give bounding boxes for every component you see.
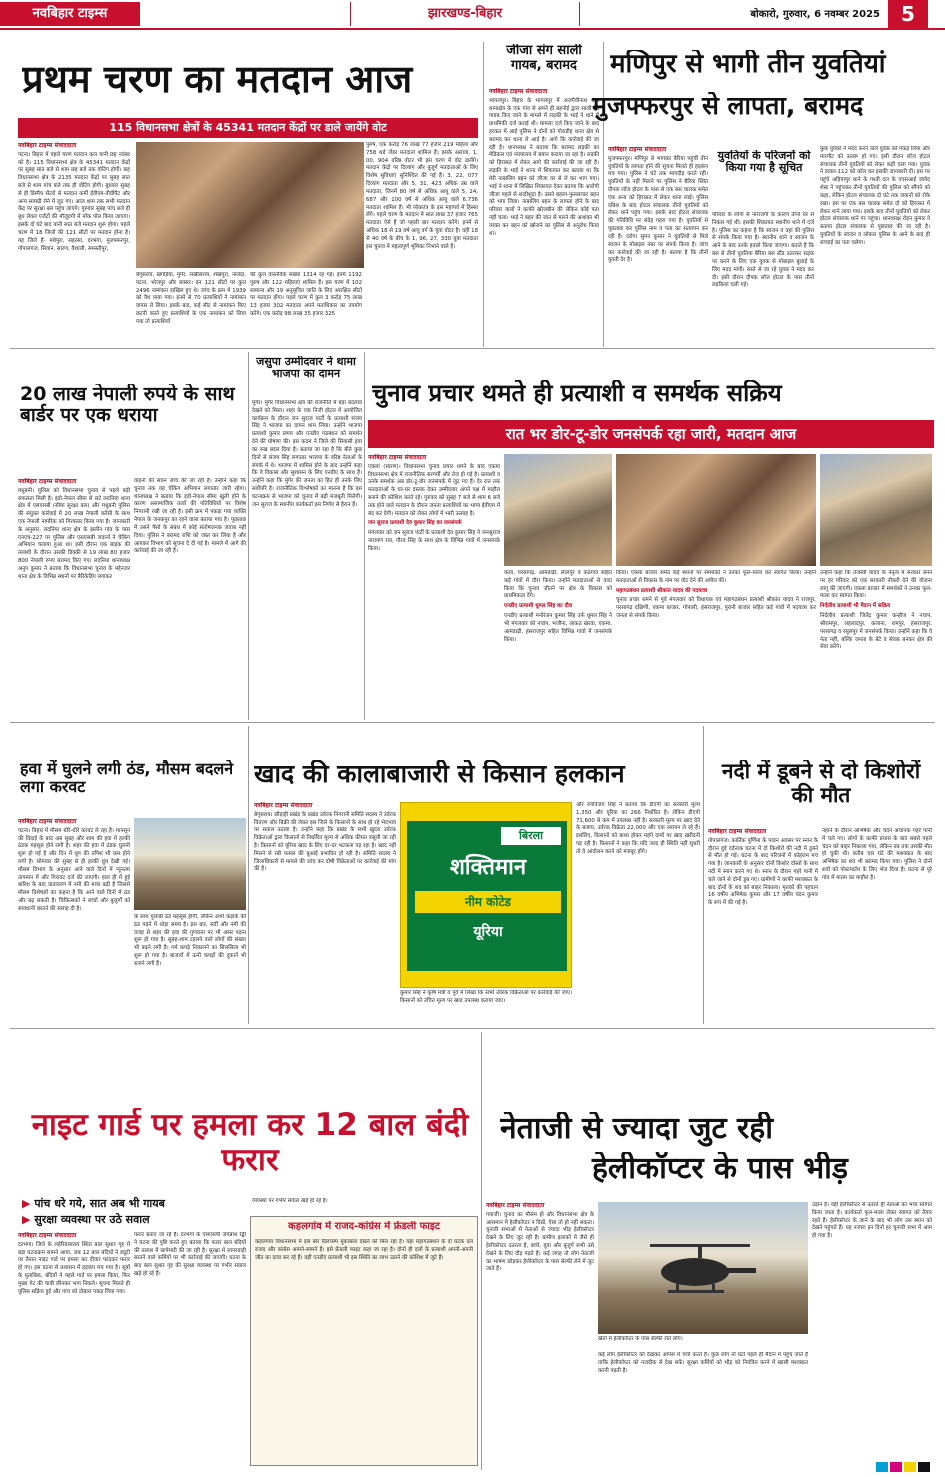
mark-magenta — [890, 1462, 902, 1472]
prachar-subhead: रात भर डोर-टू-डोर जनसंपर्क रहा जारी, मतदान आज — [368, 420, 934, 448]
lead-col3 — [250, 272, 362, 344]
nightguard-byline: नवबिहार टाइम्स संवाददाता — [18, 1232, 77, 1239]
divider — [10, 722, 935, 723]
nadi-byline: नवबिहार टाइम्स संवाददाता — [708, 828, 767, 835]
bullet-icon: ▶ — [22, 1197, 31, 1210]
mark-black — [918, 1462, 930, 1472]
bag-brand: बिरला — [501, 827, 561, 845]
lead-subhead: 115 विधानसभा क्षेत्रों के 45341 मतदान केंद्रों पर डाले जायेंगे वोट — [18, 118, 478, 138]
divider — [483, 42, 484, 347]
thand-col2 — [134, 914, 246, 1018]
divider — [10, 1028, 935, 1029]
kahalgaon-title: कहलगांव में राजद-कांग्रेस में फ्रेंडली फाइट — [288, 1221, 440, 1232]
netaji-headline-2: हेलीकॉप्टर के पास भीड़ — [591, 1152, 848, 1186]
prachar-col3 — [616, 570, 816, 716]
nadi-col1 — [708, 828, 818, 1018]
nightguard-col2 — [134, 1232, 246, 1466]
bullet-1-text: पांच धरे गये, सात अब भी गायब — [34, 1197, 165, 1210]
thand-photo — [134, 818, 246, 910]
netaji-headline-1: नेताजी से ज्यादा जुट रही — [500, 1112, 773, 1146]
bag-urea: यूरिया — [473, 924, 503, 940]
nadi-col2-text: नहाने के दौरान अभिषेक और चंदन अचानक गहरे पानी में चले गए। लोगों के काफी प्रयास के बाद सबसे पहले चंदन को बाहर निकाला गया, लेकिन तब तक उसकी मौत हो चुकी थी। करीब चार घंटे की मशक्कत के बाद अभिषेक का शव भी बरामद किया गया। पुलिस ने दोनों शवों को पोस्टमार्टम के लिए भेज दिया है। घटना से पूरे गांव में मातम का माहौल है। — [822, 828, 932, 881]
lead-col2-text: बेगूसराय, खगड़िया, मुंगेर, लखीसराय, शेखपुरा, नालंदा, पटना, भोजपुर और बक्सर। इन 121 सीटों पर कुल 2496 नामांकन दाखिल हुए थे। जांच के क्रम में 1939 को वैध पाया गया। इनमें से 70 प्रत्याशियों ने नामांकन वापस ले लिया। इसके बाद, कई सीट से नामांकन किए छटनी करते हुए प्रत्याशियों के एक नामांकन को लिया गया तो प्रत्याशियों — [136, 272, 246, 325]
nadi-col2 — [822, 828, 932, 1018]
nightguard-col3-text: व्यवस्था पर गंभीर सवाल खड़े हो रहे हैं। — [252, 1198, 328, 1204]
khad-headline: खाद की कालाबाजारी से किसान हलकान — [254, 760, 625, 788]
netaji-col1 — [486, 1202, 594, 1466]
divider — [248, 726, 249, 1024]
mark-cyan — [876, 1462, 888, 1472]
prachar-nirdaliya-sub: निर्दलीय प्रत्याशी भी मैदान में सक्रिय — [820, 603, 891, 610]
lead-col1 — [18, 142, 130, 342]
netaji-col3-text: उड़ान है। वहीं हेलीकॉप्टर से उतरते ही नेताओं का भव्य स्वागत किया जाता है। कार्यकर्ता फूल-माला लेकर स्वागत को तैयार रहते हैं। हेलीकॉप्टर के जाने के बाद भी लोग उस स्थान को देखने पहुंचते हैं। यह नजारा इन दिनों हर चुनावी सभा में आम हो गया है। — [812, 1202, 932, 1240]
prachar-byline: नवबिहार टाइम्स संवाददाता — [368, 454, 427, 461]
manipur-col1-text: मुजफ्फरपुर। मणिपुर से भागकर बैरिया पहुंचीं तीन युवतियों के लापता होने की सूचना मिलते ही हड़कंप मच गया। पुलिस ने घंटे तक भागदौड़ करते रही। युवतियों के नहीं मिलने पर पुलिस ने बैरिया स्थित दीपक लॉज होटल के पास से एक बस चालक समेत एक अन्य को हिरासत में लेकर थाना लाई। पुलिस दबिश के बाद होटल संचालक तीनों युवतियों को लेकर थाने पहुंच गया। इसके बाद होटल संचालक की गतिविधि पर संदेह गहरा गया है। युवतियों से पूछताछ कर पुलिस नाम व पता का सत्यापन कर रही है। दरोगा सुमन कुमार ने युवतियों से मिले स्वजन के मोबाइल नंबर पर संपर्क किया है। जांच कर कार्रवाई की जा रही है। बताया है कि तीनों युवती देर है। — [608, 155, 708, 264]
manipur-byline: नवबिहार टाइम्स संवाददाता — [608, 146, 667, 153]
prachar-col1-text: एकमा (सारण)। विधानसभा चुनाव प्रचार थमने के बाद एकमा विधानसभा क्षेत्र में राजनीतिक सरगर्मी और तेज हो गई है। प्रत्याशी व उनके समर्थक अब डोर-टू-डोर जनसंपर्क में जुट गए हैं। देर रात तक मतदाताओं के घर-घर दस्तक देकर उम्मीदवार अपने पक्ष में माहौल बनाने की कोशिश करते रहे। गुरुवार को सुबह 7 बजे से शाम 6 बजे तक होने वाले मतदान के दौरान जनता प्रत्याशियों का भाग्य ईवीएम में बंद कर देगी। मतदान को लेकर लोगों में भारी उत्साह है। — [368, 463, 500, 517]
page-number: 5 — [888, 0, 928, 28]
netaji-col2 — [598, 1352, 808, 1466]
manipur-headline-2: मुजफ्फरपुर से लापता, बरामद — [592, 92, 864, 120]
nightguard-col1 — [18, 1232, 130, 1466]
manipur-headline-1: मणिपुर से भागी तीन युवतियां — [610, 50, 886, 79]
bag-type: नीम कोटेड — [415, 891, 561, 913]
khad-col2-text: और रणविजय सिंह ने बताया कि डीएपी का सरकारी मूल्य 1,350 और यूरिया का 266 निर्धारित है। लेकिन डीएपी 71,600 से कम में उपलब्ध नहीं है। सरकारी मूल्य पर खाद देने के बजाय, उर्वरक विक्रेता 22,000 और एक रसायन ले रहे हैं। इसलिए, किसानों को बाध्य होकर महंगे दामों पर खाद खरीदनी पड़ रही है। किसानों ने कहा कि यदि जल्द ही स्थिति नहीं सुधरी तो वे आंदोलन करने को मजबूर होंगे। — [576, 802, 700, 855]
nepali-byline: नवबिहार टाइम्स संवाददाता — [18, 478, 77, 485]
bullet-2-text: सुरक्षा व्यवस्था पर उठे सवाल — [34, 1213, 150, 1226]
kahalgaon-body-text: कहलगांव विधानसभा में इस बार दिलचस्प मुकाबला देखने को मिल रहा है। यहां महागठबंधन के दो घटक दल राजद और कांग्रेस आमने-सामने हैं। इसे फ्रेंडली फाइट कहा जा रहा है। दोनों ही दलों के प्रत्याशी अपनी-अपनी जीत का दावा कर रहे हैं। वहीं एनडीए प्रत्याशी भी इस स्थिति का लाभ उठाने की कोशिश में जुटे हैं। — [255, 1239, 473, 1261]
nepali-col1 — [18, 478, 130, 716]
netaji-caption: खेतों में हेलीकॉप्टर के पास सेल्फी लेते लोग। — [598, 1336, 683, 1342]
prachar-col1 — [368, 454, 500, 716]
mark-yellow — [904, 1462, 916, 1472]
nightguard-headline: नाइट गार्ड पर हमला कर 12 बाल बंदी फरार — [31, 1108, 469, 1178]
nightguard-col1-text: दरभंगा। जिले के लहेरियासराय स्थित बाल सुधार गृह में बड़ा घटनाक्रम सामने आया, जब 12 बाल बंदियों ने ड्यूटी पर तैनात नाइट गार्ड पर हमला कर दीवार फांदकर फरार हो गए। इस घटना से प्रशासन में हड़कंप मच गया है। सूत्रों के मुताबिक, बंदियों ने पहले गार्ड पर हमला किया, फिर मुख्य गेट की चाबी छीनकर भाग निकले। सूचना मिलते ही पुलिस सक्रिय हुई और पांच को दोबारा पकड़ लिया गया। — [18, 1241, 130, 1295]
thand-byline: नवबिहार टाइम्स संवाददाता — [18, 818, 77, 825]
prachar-col4-text: उन्होंने कहा कि तेजस्वी यादव के नेतृत्व में सरकार बनने पर हर परिवार को एक सरकारी नौकरी देने की योजना लागू की जाएगी। एकमा बाजार में समर्थकों ने उनका फूल-माला कर स्वागत किया। — [820, 570, 932, 600]
prachar-col1b-text: मंगलवार को जन सुराज पार्टी के प्रत्याशी देव कुमार सिंह ने जनसुराज नारायण राय, गौरव सिंह के साथ क्षेत्र के विभिन्न गांवों में जनसंपर्क किया। — [368, 530, 500, 552]
bag-name: शक्तिमान — [449, 855, 527, 880]
nadi-headline: नदी में डूबने से दो किशोरों की मौत — [721, 760, 921, 807]
nightguard-bullet-1 — [22, 1196, 242, 1212]
netaji-col3 — [812, 1202, 932, 1466]
jasupa-body — [252, 400, 362, 718]
manipur-col1 — [608, 146, 708, 344]
jija-body-text: भागलपुर। बिहार के भागलपुर में अजगैवीनाथ धाम थानाक्षेत्र के एक गांव से अपने ही बहनोई द्वारा साली को गायब किए जाने के मामले में लड़की के भाई ने थाने में प्राथमिकी दर्ज कराई थी। मामला दर्ज किए जाने के बाद हरकत में आई पुलिस ने दोनों को गोराडीह थाना क्षेत्र से बरामद कर थाना ले आई है। आगे कि कार्रवाई की जा रही है। थानाध्यक्ष ने बताया कि बरामद लड़की का मेडिकल एवं न्यायालय में बयान कराया जा रहा है। लड़की को हिरासत में लेकर आगे की कार्रवाई की जा रही है। लड़की के भाई ने थाना में शिकायत कर बताया था कि मेरी नाबालिग बहन को जीजा घर से ले कर भाग गया। भाई ने थाना में लिखित शिकायत देकर बताया कि आरोपी जीजा पहले से शादीशुदा है। उसने बहला-फुसलाकर बहन को भगा लिया। नाबालिग बहन के लापता होने के बाद परिवार वालों ने काफी खोजबीन की लेकिन कोई पता नहीं चला। भाई ने बहन की जान से मारने की आशंका भी व्यक्त कर बहन को खोजने का पुलिस से अनुरोध किया था। — [489, 97, 599, 237]
khad-byline: नवबिहार टाइम्स संवाददाता — [254, 802, 313, 809]
nightguard-col2-text: फरार बताए जा रहे हैं। दरभंगा के एसएसपी जगन्नाथ रेड्डी ने घटना की पुष्टि करते हुए बताया कि फरार बाल बंदियों की तलाश में छापेमारी की जा रही है। सुरक्षा में लापरवाही बरतने वाले कर्मियों पर भी कार्रवाई की जाएगी। घटना के बाद बाल सुधार गृह की सुरक्षा व्यवस्था पर गंभीर सवाल खड़े हो रहे हैं। — [134, 1232, 246, 1278]
lead-col4-text: पुरुष, एक करोड़ 76 लाख 77 हजार 219 महिला और 758 थर्ड जेंडर मतदाता शामिल हैं। इसके अलावा, 1, 00, 904 वरिष्ठ वोटर भी इस चरण में वोट डालेंगे। मतदान केंद्रों पर दिव्यांग और बुजुर्ग मतदाताओं के लिए विशेष सुविधाएं सुनिश्चित की गई हैं। 3, 22, 077 दिव्यांग मतदाता और 5, 31, 423 अधिक उम्र वाले मतदाता, जिनमें 80 वर्ष से अधिक आयु वाले 5, 24, 687 और 100 वर्ष से अधिक आयु वाले 6,736 मतदाता शामिल हैं। भी लोकतंत्र के इस महापर्व में हिस्सा लेंगे। पहले चरण के मतदान में सात लाख 37 हजार 765 मतदाता ऐसे हैं जो पहली बार मतदान करेंगे। इनमें से अधिक 18 से 19 वर्ष आयु वर्ग के युवा वोटर हैं। वहीं 18 से 40 वर्ष के बीच के 1, 96, 27, 330 युवा मतदाता इस चुनाव में महत्वपूर्ण भूमिका निभाने वाले हैं। — [366, 142, 478, 250]
lead-col1-text: पटना। बिहार में पहले चरण मतदान कल यानी छह नवंबर को है। 115 विधानसभा क्षेत्र के 45341 मतदान केंद्रों पर सुबह सात बजे से शाम छह बजे तक वोटिंग होगी। छह विधानसभा क्षेत्र के 2135 मतदान केंद्रों पर सुबह सात बजे से शाम पांच बजे तक ही वोटिंग होगी। बुधवार सुबह से ही डिस्पैच सेंटरों से मतदान कर्मी ईवीएम-वीवीपैट और अन्य सामग्री लेने में जुट गए। आज शाम तक सभी मतदान केंद्र पर सुरक्षा बल पहुंच जाएंगे। गुरुवार सुबह पांच बजे ही बूथ लेवल एजेंटों की मौजूदगी में मॉक पोल किया जाएगा। इसके दो घंटे बाद यानी सात बजे मतदान शुरू होगा। पहले चरण में 18 जिलों की 121 सीटों पर मतदान होना है। यह जिले हैं- मधेपुरा, सहरसा, दरभंगा, मुजफ्फरपुर, गोपालगंज, सिवान, सारण, वैशाली, समस्तीपुर, — [18, 151, 130, 252]
prachar-col3b-text: चुनाव प्रचार थमने से पूर्व मंगलवार को विधायक एवं महागठबंधन प्रत्याशी श्रीकांत यादव ने राजपुर, परसागढ़ दक्षिणी, एकमा बाजार, गोपाली, हंसराजपुर, पुरानी बाजार सहित कई गांवों में पदयात्रा कर जनता से संपर्क किया। — [616, 597, 816, 620]
masthead-bar — [0, 0, 945, 30]
lead-photo — [136, 142, 364, 268]
prachar-photo-2 — [616, 454, 816, 566]
nadi-col1-text: गोपालगंज। कार्तिक पूर्णिमा के पावन अवसर पर स्नान के दौरान हुई दर्दनाक घटना में दो किशोरों की नदी में डूबने से मौत हो गई। घटना के बाद परिजनों में कोहराम मच गया है। जानकारी के अनुसार दोनों किशोर दोस्तों के साथ नदी में स्नान करने गए थे। स्नान के दौरान गहरे पानी में चले जाने से दोनों डूब गए। ग्रामीणों ने काफी मशक्कत के बाद दोनों के शव को बाहर निकाला। मृतकों की पहचान 16 वर्षीय अभिषेक कुमार और 17 वर्षीय चंदन कुमार के रूप में की गई है। — [708, 837, 818, 907]
prachar-photo-1 — [504, 454, 612, 566]
khad-caption — [400, 990, 572, 1020]
nightguard-col3-top — [252, 1198, 478, 1212]
prachar-kumar-sub: जन सुराज प्रत्याशी देव कुमार सिंह का जनसंपर्क — [368, 520, 462, 527]
prachar-col3-text: किया। एकमा बाजार समेत कई स्थानों पर समर्थकों ने उनका फूल-माला कर स्वागत किया। उन्होंने मतदाताओं से विकास के नाम पर वोट देने की अपील की। — [616, 570, 816, 584]
kahalgaon-body — [255, 1239, 473, 1461]
divider — [703, 726, 704, 1024]
jija-headline: जीजा संग साली गायब, बरामद — [506, 44, 582, 73]
manipur-col2 — [712, 212, 814, 344]
nepali-col2-text: वाहनों की सघन जांच की जा रही है। उन्होंने कहा कि चुनाव तक यह चेकिंग अभियान लगातार जारी रहेगा। थानाध्यक्ष ने बताया कि इंडो-नेपाल सीमा खुली होने के कारण असामाजिक तत्वों की गतिविधियों पर विशेष निगरानी रखी जा रही है। इसी क्रम में पकड़ा गया व्यक्ति नेपाल के जनकपुर का रहने वाला बताया गया है। पूछताछ में उसने पैसों के संबंध में कोई संतोषजनक जवाब नहीं दिया। पुलिस ने बरामद राशि को जब्त कर लिया है और आयकर विभाग को सूचना दे दी गई है। मामले में आगे की कार्रवाई की जा रही है। — [134, 478, 246, 555]
manipur-subhead: युवतियों के परिजनों को किया गया है सूचित — [717, 150, 811, 175]
prachar-col2b-text: एनडीए प्रत्याशी मनोरंजन कुमार सिंह उर्फ धूमल सिंह ने भी मंगलवार को नचाप, भजौना, लाकठ खरवा, एकमा, आमडाढ़ी, हंसराजपुर सहित विभिन्न गांवों में जनसंपर्क किया। — [504, 613, 612, 643]
divider — [248, 352, 249, 720]
jasupa-body-text: मुंगेर। मुंगेर विधानसभा क्षेत्र की राजनीति में बड़ा बदलाव देखने को मिला। शहर के एक निजी होटल में आयोजित कार्यक्रम के दौरान जन सुराज पार्टी के प्रत्याशी संजय सिंह ने भाजपा का दामन थाम लिया। उन्होंने भाजपा प्रत्याशी कुमार प्रणय और एनडीए गठबंधन को समर्थन देने की घोषणा की। इस कदम ने जिले की सियासी हवा का रुख बदल दिया है। बताया जा रहा है कि बीते कुछ दिनों से संजय सिंह लगातार भाजपा के वरिष्ठ नेताओं के संपर्क में थे। भाजपा में शामिल होने के बाद उन्होंने कहा कि वे विकास और सुशासन के लिए एनडीए के साथ हैं। उन्होंने कहा कि मुंगेर की जनता का हित ही उनके लिए सर्वोपरि है। राजनीतिक विश्लेषकों का मानना है कि इस घटनाक्रम से भाजपा को चुनाव में बड़ी मजबूती मिलेगी। जन सुराज के स्थानीय कार्यकर्ता इस निर्णय से हैरान हैं। — [252, 400, 362, 508]
section-name: झारखण्ड-बिहार — [350, 2, 580, 26]
netaji-byline: नवबिहार टाइम्स संवाददाता — [486, 1202, 545, 1209]
helicopter-icon — [640, 1240, 760, 1300]
fertilizer-bag-image — [400, 802, 572, 988]
prachar-photo-3 — [820, 454, 932, 566]
nepali-col2 — [134, 478, 246, 716]
prachar-headline: चुनाव प्रचार थमते ही प्रत्याशी व समर्थक सक्रिय — [372, 380, 782, 407]
kahalgaon-box — [250, 1216, 478, 1466]
thand-col1-text: पटना। बिहार में मौसम धीरे-धीरे करवट ले रहा है। मानसून की विदाई के बाद अब सुबह और शाम की हवा में हल्की ठंडक महसूस होने लगी है। शहर की हवा में ठंडक घुलनी शुरू हो गई है और दिन में धूप की तपिश भी कम होने लगी है। सोमवार की सुबह से ही हल्की धुंध देखी गई। मौसम विभाग के अनुसार आने वाले दिनों में न्यूनतम तापमान में और गिरावट दर्ज की जाएगी। हाल ही में हुई बारिश के बाद वातावरण में नमी की मात्रा बढ़ी है जिससे मौसम विशेषज्ञों का कहना है कि आने वाले दिनों में ठंड और बढ़ सकती है। चिकित्सकों ने बच्चों और बुजुर्गों को सावधानी बरतने की सलाह दी है। — [18, 827, 130, 912]
lead-col4 — [366, 142, 478, 344]
khad-caption-text: कुमार सिंह ने कृषि मंत्री व पूर्व में लिखा कि सभी उर्वरक विक्रेताओं पर कार्रवाई की जाए। किसानों को उचित मूल्य पर खाद उपलब्ध कराया जाए। — [400, 990, 572, 1004]
prachar-dhumal-sub: एनडीए प्रत्याशी धूमल सिंह का दौरा — [504, 603, 573, 610]
thand-col1 — [18, 818, 130, 1018]
divider — [10, 348, 935, 349]
lead-headline: प्रथम चरण का मतदान आज — [22, 58, 413, 101]
netaji-col2-text: कई लोग हेलीकॉप्टर को देखकर आपस में चर्चा करते हैं। कुछ लोग तो घंटों पहले ही मैदान में पहुंच जाते हैं ताकि हेलीकॉप्टर को नजदीक से देख सकें। सुरक्षा कर्मियों को भीड़ को नियंत्रित करने में खासी मशक्कत करनी पड़ती है। — [598, 1352, 808, 1374]
prachar-col2-text: कला, परसागढ़, आमडाढ़ी, लालपुर व कठगाव सहित कई गांवों में दौरा किया। उन्होंने मतदाताओं से वादा किया कि चुनाव जीतने पर क्षेत्र के विकास को प्राथमिकता देंगे। — [504, 570, 612, 600]
paper-name: नवबिहार टाइम्स — [0, 2, 140, 26]
lead-col2 — [136, 272, 246, 344]
place-date: बोकारो, गुरुवार, 6 नवम्बर 2025 — [750, 9, 880, 20]
nepali-headline: 20 लाख नेपाली रुपये के साथ बार्डर पर एक धराया — [20, 384, 235, 427]
nepali-col1-text: मधुबनी। पुलिस को विधानसभा चुनाव से पहले बड़ी सफलता मिली है। इंडो-नेपाल सीमा से सटे लदनिया थाना क्षेत्र में एसएसबी (सीमा सुरक्षा बल) और मधुबनी पुलिस की संयुक्त कार्रवाई में 20 लाख नेपाली करेंसी के साथ एक नेपाली नागरिक को गिरफ्तार किया गया है। जानकारी के अनुसार, लदनिया थाना क्षेत्र के झलीन गांव के पास एनएच-227 पर पुलिस और एसएसबी जवानों ने चेकिंग अभियान चलाया हुआ था। इसी दौरान एक बाइक की तलाशी के दौरान उसकी डिक्की से 19 लाख 80 हजार 800 नेपाली रुपए बरामद किए गए। लदनिया थानाध्यक्ष अनुप कुमार ने बताया कि विधानसभा चुनाव के मद्देनजर थाना क्षेत्र के विभिन्न स्थानों पर बैरिकेडिंग लगाकर — [18, 487, 130, 580]
khad-col2 — [576, 802, 700, 1018]
manipur-col3-text: कुछ युवकों ने मदद करने वाले युवक को पकड़ लिया और मारपीट को उतारू हो गए। इसी दौरान लॉज होटल संचालक तीनों युवतियों को लेकर कहीं चला गया। युवक ने डायल-112 को कॉल कर इसकी जानकारी दी। इस पर पहुंचे अहियापुर थाने के गश्ती दल के एएसआई जावेद शेख ने पहुंचकर तीनों युवतियों की पुलिस को सौंपने को कहा, लेकिन होटल संचालक दो घंटे तक जवानों को रोके रखा। इस पर एक बस चालक समेत दो को हिरासत में लेकर थाने लाया गया। इसके बाद तीनों युवतियों को लेकर होटल संचालक थाने पर पहुंचा। थानाध्यक्ष रोहन कुमार ने बताया होटल संचालक से पूछताछ की जा रही है। युवतियों के स्वजन व लोकल पुलिस के आने के बाद ही सच्चाई का पता चलेगा। — [820, 146, 930, 246]
netaji-col1-text: गयाजी। चुनाव का मौसम हो और विधानसभा क्षेत्र के आसमान में हेलीकॉप्टर न दिखें, ऐसा तो हो नहीं सकता। चुनावी सभाओं में नेताओं से ज्यादा भीड़ हेलीकॉप्टर देखने के लिए जुट रही है। ग्रामीण इलाकों में जैसे ही हेलीकॉप्टर उतरता है, बच्चे, युवा और बुजुर्ग सभी उसे देखने के लिए दौड़ पड़ते हैं। कई जगह तो लोग नेताजी का भाषण छोड़कर हेलीकॉप्टर के पास सेल्फी लेने में जुट जाते हैं। — [486, 1211, 594, 1273]
khad-col1 — [254, 802, 396, 1018]
divider — [481, 1032, 482, 1470]
nightguard-bullet-2 — [22, 1212, 242, 1228]
prachar-shrikant-sub: महागठबंधन प्रत्याशी श्रीकांत यादव की पदयात्रा — [616, 587, 708, 594]
jasupa-headline: जसुपा उम्मीदवार ने थामा भाजपा का दामन — [256, 356, 356, 381]
jija-body — [489, 88, 599, 344]
prachar-col2 — [504, 570, 612, 716]
prachar-col4 — [820, 570, 932, 716]
thand-headline: हवा में घुलने लगी ठंड, मौसम बदलने लगा करवट — [20, 760, 234, 796]
divider — [603, 42, 604, 347]
registration-marks — [876, 1462, 936, 1472]
thand-col2-text: के साथ गुलाबी ठंड महसूस होगी, लेकिन अभी कड़ाके की ठंड पड़ने में थोड़ा समय है। इस बार, सर्दी और नमी की वजह से शहर की हवा की गुणवत्ता पर भी असर पड़ना शुरू हो गया है। सुबह-शाम टहलने वाले लोगों की संख्या भी बढ़ने लगी है। गर्म कपड़े निकालने का सिलसिला भी शुरू हो गया है। बाजारों में ऊनी कपड़ों की दुकानें भी सजने लगी हैं। — [134, 914, 246, 967]
lead-col3-text: की कुल वास्तविक संख्या 1314 रह गई। इनमें 1192 पुरुष और 122 महिलाएं शामिल हैं। इस चरण में 102 सामान्य और 19 अनुसूचित जाति के लिए आरक्षित सीटों पर मतदान होगा। पहले चरण में कुल 3 करोड़ 75 लाख 13 हजार 302 मतदाता अपने मताधिकार का उपयोग करेंगे। एक करोड़ 98 लाख 35 हजार 325 — [250, 272, 362, 318]
manipur-col3 — [820, 146, 930, 344]
prachar-col4b-text: निर्दलीय प्रत्याशी जितेंद्र कुमार कन्हौज ने नचाप, श्रीरामपुर, लहलादपुर, कलाना, रामपुर, हंसराजपुर, परसागढ़ व रसूलपुर में जनसंपर्क किया। उन्होंने कहा कि वे नेता नहीं, बल्कि जनता के बेटे व सेवक बनकर क्षेत्र की सेवा करेंगे। — [820, 613, 932, 651]
jija-byline: नवबिहार टाइम्स संवाददाता — [489, 88, 548, 95]
manipur-col2-text: परिवार के लोगों से नाराजगी के कारण तीनों घर से निकल गई थीं। इसकी शिकायत स्थानीय थाने में दर्ज है। पुलिस का कहना है कि स्वजन व वहां की पुलिस से संपर्क किया गया है। स्थानीय थाने व स्वजन के आने के बाद उनके हवाले किया जाएगा। बताते हैं कि बस से तीनों युवतियां बैरिया बस स्टैंड उतरकर सड़क पर करने के लिए एक युवक से मोबाइल बुलाई के लिए मदद मांगी। रास्ते से जा रहे युवक ने मदद कर दी। इसी दौरान दीपक लॉज होटल के पास तीनों लड़कियां चली गई। — [712, 212, 814, 289]
divider — [364, 352, 365, 720]
lead-byline: नवबिहार टाइम्स संवाददाता — [18, 142, 77, 149]
khad-col1-text: बेगूसराय। छौड़ाही प्रखंड के प्रखंड उर्वरक निगरानी समिति सदस्य ने उर्वरक वितरण और बिक्री की लेकर इस जिले के किसानों के साथ हो रहे भेदभाव पर सवाल उठाया है। उन्होंने कहा कि प्रखंड के सभी खुदरा उर्वरक विक्रेताओं द्वारा किसानों से निर्धारित मूल्य से अधिक कीमत वसूली जा रही है। किसानों को यूरिया खाद के लिए दर-दर भटकना पड़ रहा है। खाद नहीं मिलने से रबी फसल की बुआई प्रभावित हो रही है। समिति सदस्य ने जिलाधिकारी से मामले की जांच कर दोषी विक्रेताओं पर कार्रवाई की मांग की है। — [254, 811, 396, 873]
bullet-icon: ▶ — [22, 1213, 31, 1226]
